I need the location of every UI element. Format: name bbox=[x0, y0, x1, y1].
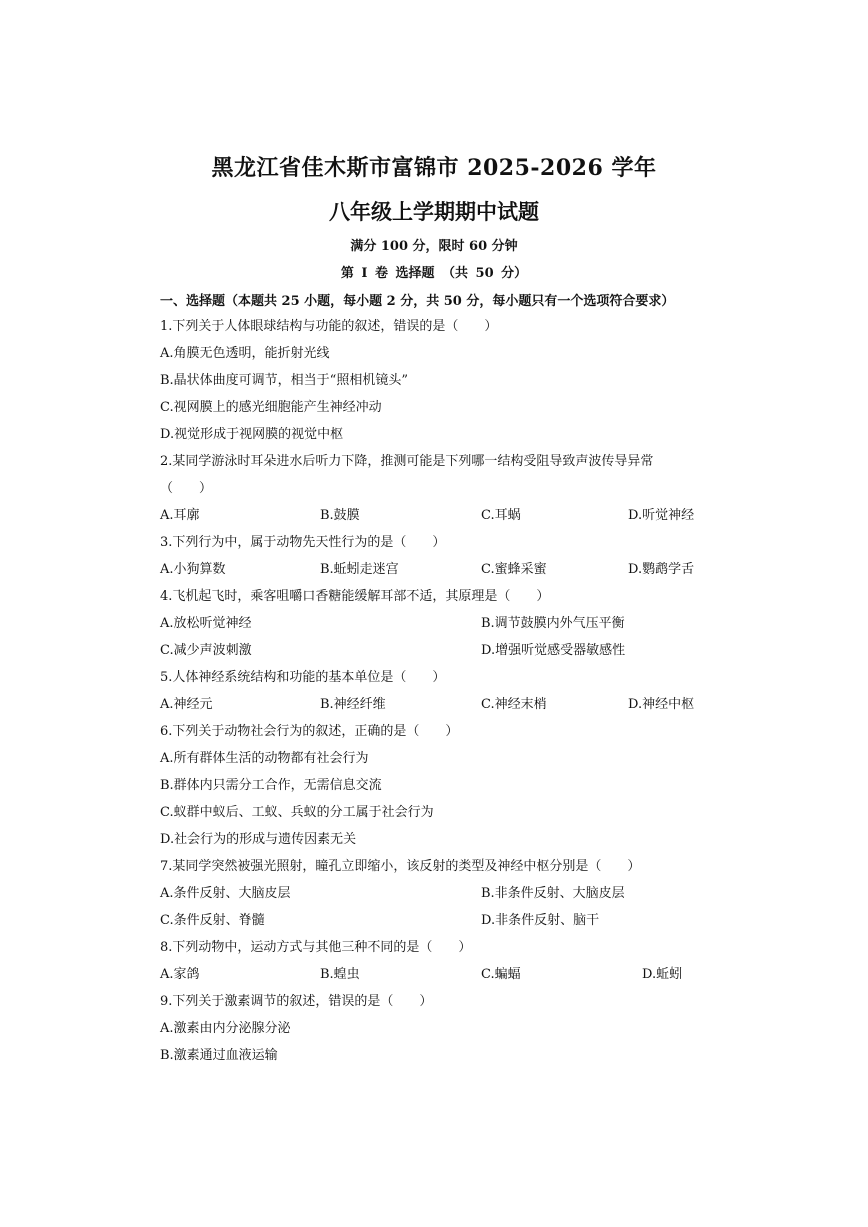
question-8-option-a: A.家鸽 bbox=[160, 967, 200, 982]
question-4-option-c: C.减少声波刺激 bbox=[160, 643, 252, 658]
question-6-option-b: B.群体内只需分工合作，无需信息交流 bbox=[160, 778, 382, 793]
question-1-stem: 1.下列关于人体眼球结构与功能的叙述，错误的是（ ） bbox=[160, 319, 498, 334]
question-6-option-d: D.社会行为的形成与遗传因素无关 bbox=[160, 832, 357, 847]
question-4-option-d: D.增强听觉感受器敏感性 bbox=[481, 643, 626, 658]
question-8-option-b: B.蝗虫 bbox=[320, 967, 360, 982]
question-1-option-b: B.晶状体曲度可调节，相当于“照相机镜头” bbox=[160, 373, 408, 388]
question-4-stem: 4.飞机起飞时，乘客咀嚼口香糖能缓解耳部不适，其原理是（ ） bbox=[160, 589, 550, 604]
question-7-option-c: C.条件反射、脊髓 bbox=[160, 913, 265, 928]
question-2-stem-cont: （ ） bbox=[160, 481, 213, 496]
question-9-option-a: A.激素由内分泌腺分泌 bbox=[160, 1021, 291, 1036]
question-2-stem: 2.某同学游泳时耳朵进水后听力下降，推测可能是下列哪一结构受阻导致声波传导异常 bbox=[160, 454, 654, 469]
question-8-stem: 8.下列动物中，运动方式与其他三种不同的是（ ） bbox=[160, 940, 472, 955]
exam-title-line2: 八年级上学期期中试题 bbox=[329, 199, 539, 224]
question-3-option-c: C.蜜蜂采蜜 bbox=[481, 562, 547, 577]
question-9-option-b: B.激素通过血液运输 bbox=[160, 1048, 278, 1063]
question-4-option-a: A.放松听觉神经 bbox=[160, 616, 252, 631]
question-5-option-c: C.神经末梢 bbox=[481, 697, 547, 712]
question-1-option-c: C.视网膜上的感光细胞能产生神经冲动 bbox=[160, 400, 382, 415]
question-3-option-d: D.鹦鹉学舌 bbox=[628, 562, 695, 577]
question-9-stem: 9.下列关于激素调节的叙述，错误的是（ ） bbox=[160, 994, 433, 1009]
question-2-option-c: C.耳蜗 bbox=[481, 508, 521, 523]
question-5-stem: 5.人体神经系统结构和功能的基本单位是（ ） bbox=[160, 670, 446, 685]
exam-subtitle: 满分 100 分，限时 60 分钟 bbox=[350, 239, 518, 254]
question-7-stem: 7.某同学突然被强光照射，瞳孔立即缩小，该反射的类型及神经中枢分别是（ ） bbox=[160, 859, 641, 874]
question-2-option-a: A.耳廓 bbox=[160, 508, 200, 523]
question-2-option-b: B.鼓膜 bbox=[320, 508, 360, 523]
question-6-stem: 6.下列关于动物社会行为的叙述，正确的是（ ） bbox=[160, 724, 459, 739]
question-8-option-d: D.蚯蚓 bbox=[642, 967, 683, 982]
section-heading: 一、选择题（本题共 25 小题，每小题 2 分，共 50 分，每小题只有一个选项符合要求） bbox=[160, 294, 675, 309]
question-6-option-c: C.蚁群中蚁后、工蚁、兵蚁的分工属于社会行为 bbox=[160, 805, 434, 820]
question-3-option-b: B.蚯蚓走迷宫 bbox=[320, 562, 399, 577]
question-7-option-d: D.非条件反射、脑干 bbox=[481, 913, 600, 928]
question-1-option-d: D.视觉形成于视网膜的视觉中枢 bbox=[160, 427, 344, 442]
question-7-option-b: B.非条件反射、大脑皮层 bbox=[481, 886, 625, 901]
question-4-option-b: B.调节鼓膜内外气压平衡 bbox=[481, 616, 625, 631]
question-3-option-a: A.小狗算数 bbox=[160, 562, 226, 577]
question-7-option-a: A.条件反射、大脑皮层 bbox=[160, 886, 291, 901]
question-3-stem: 3.下列行为中，属于动物先天性行为的是（ ） bbox=[160, 535, 446, 550]
question-1-option-a: A.角膜无色透明，能折射光线 bbox=[160, 346, 330, 361]
question-5-option-b: B.神经纤维 bbox=[320, 697, 386, 712]
question-5-option-a: A.神经元 bbox=[160, 697, 213, 712]
question-5-option-d: D.神经中枢 bbox=[628, 697, 695, 712]
exam-title-line1: 黑龙江省佳木斯市富锦市 2025-2026 学年 bbox=[211, 155, 657, 181]
volume-heading: 第 Ⅰ 卷 选择题 （共 50 分） bbox=[340, 266, 528, 281]
question-2-option-d: D.听觉神经 bbox=[628, 508, 695, 523]
question-8-option-c: C.蝙蝠 bbox=[481, 967, 521, 982]
question-6-option-a: A.所有群体生活的动物都有社会行为 bbox=[160, 751, 369, 766]
